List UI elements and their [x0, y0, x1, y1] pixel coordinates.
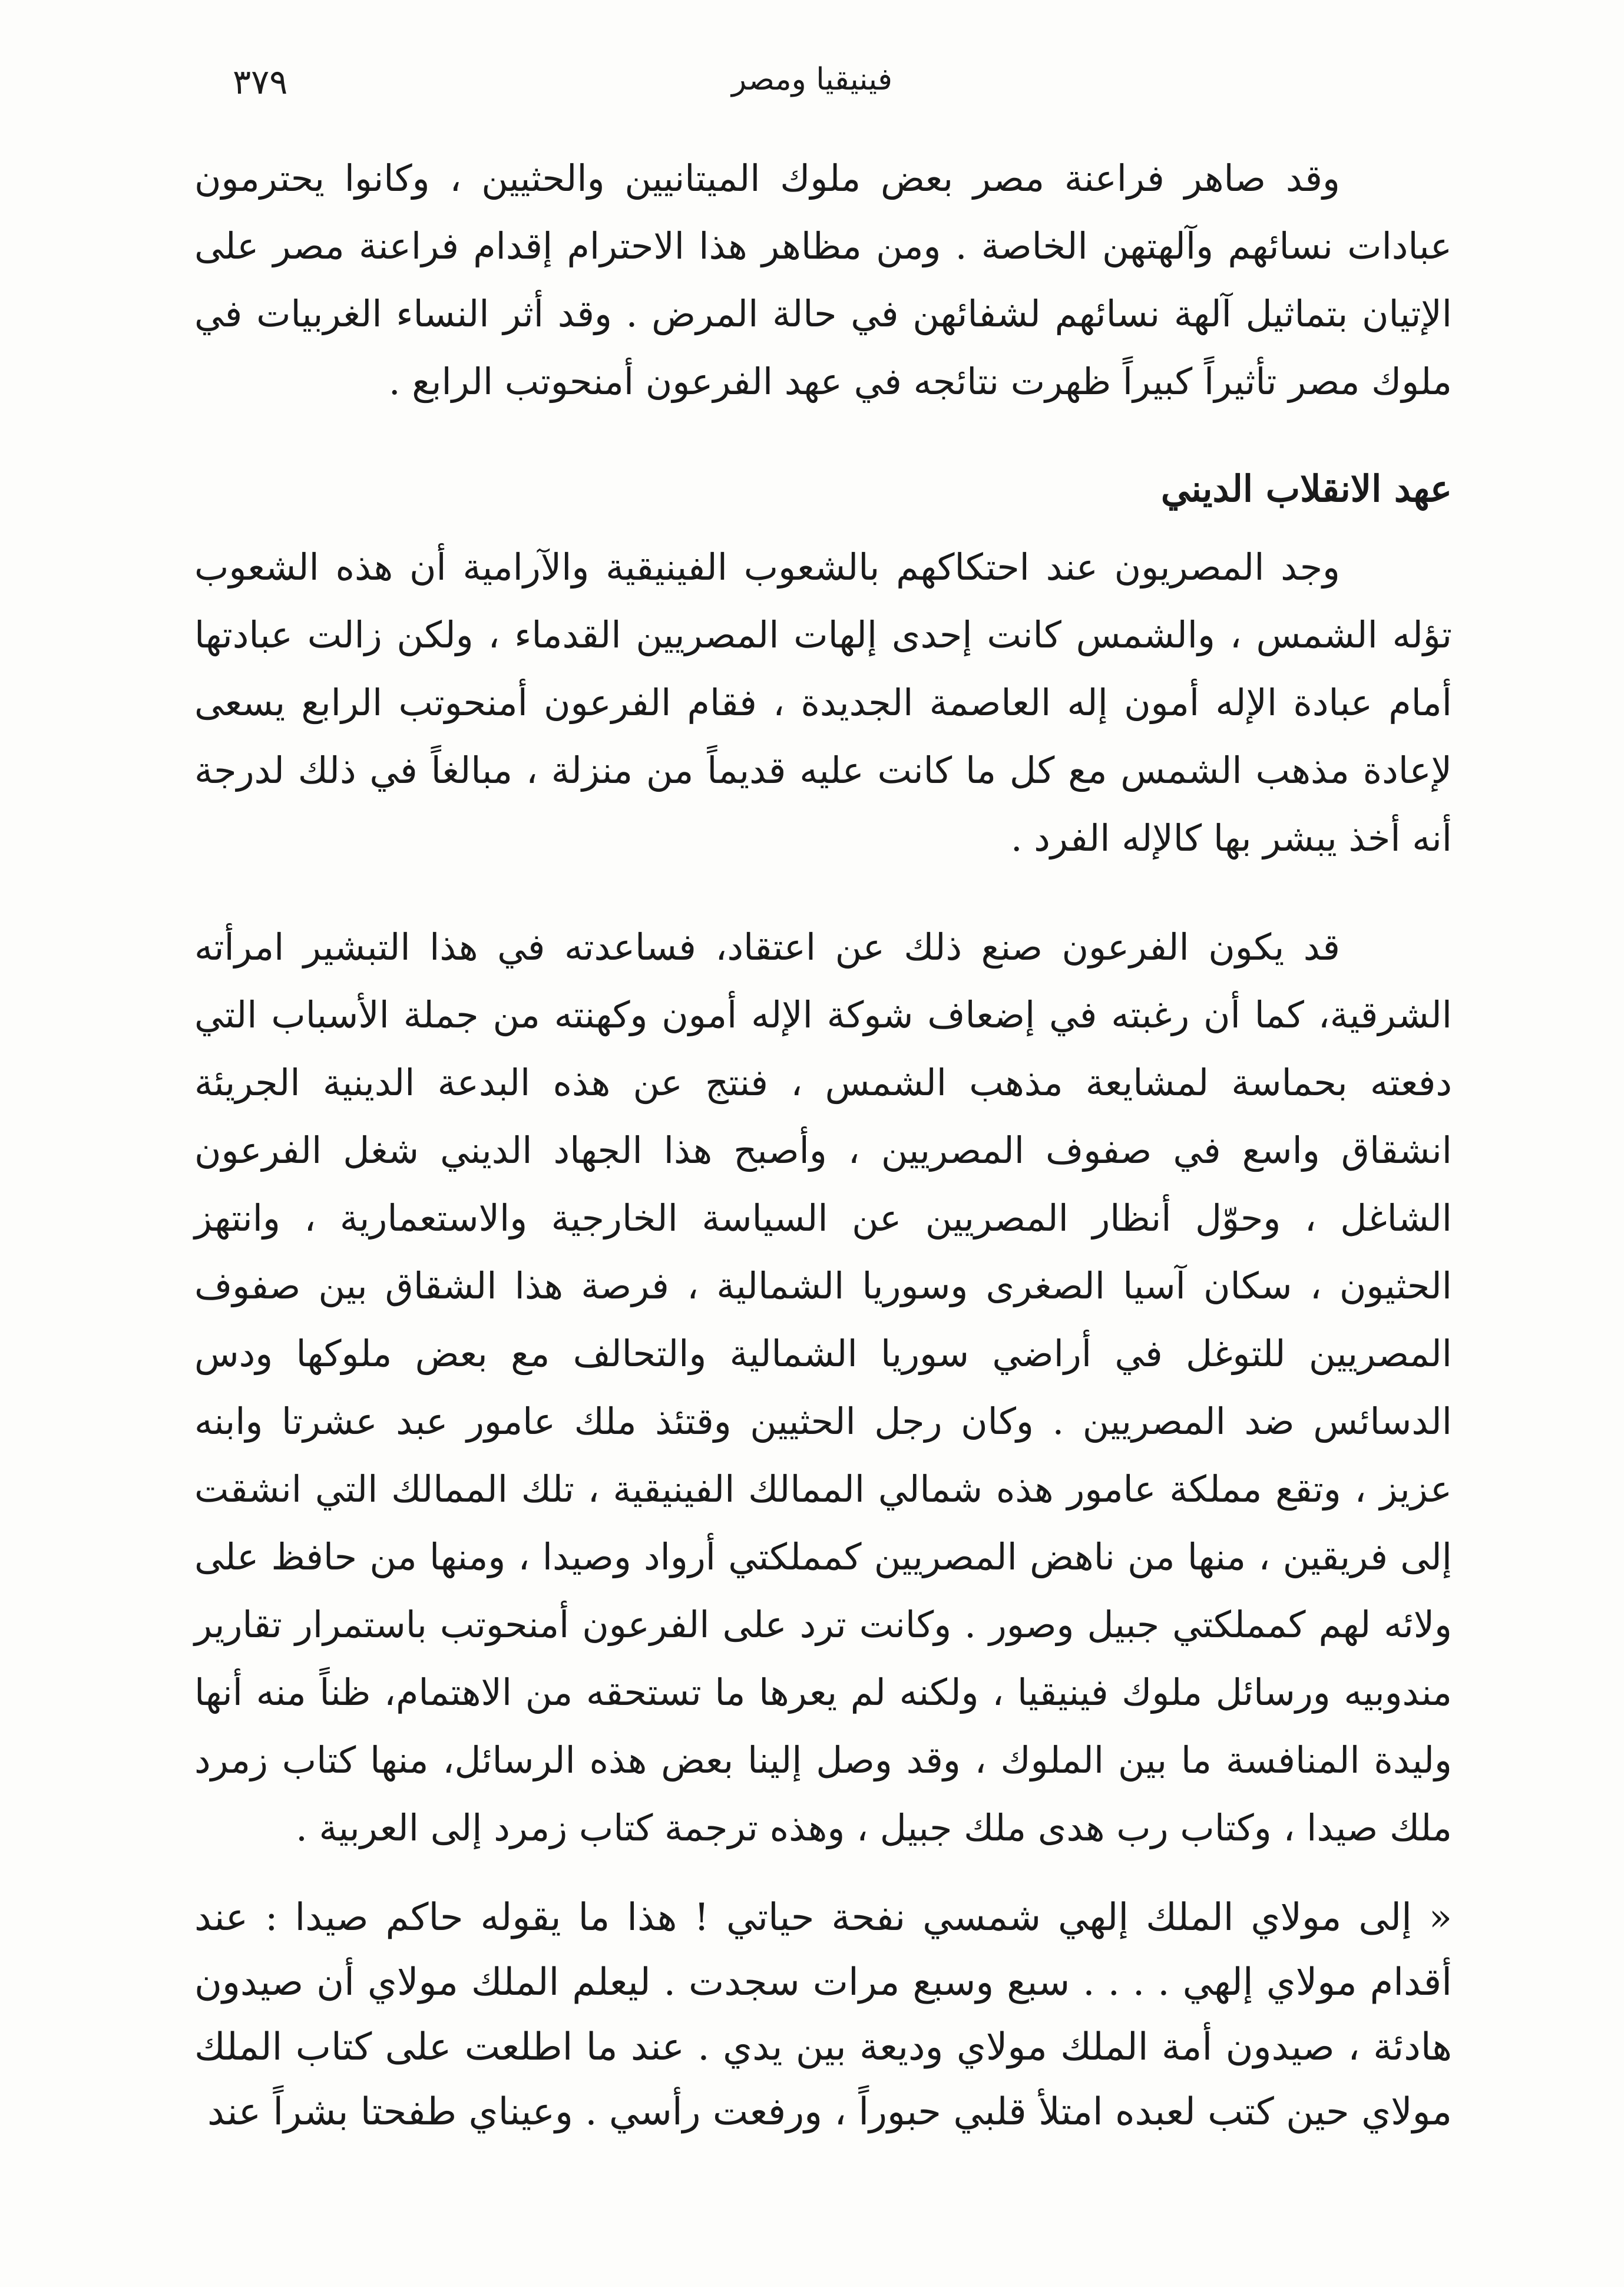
quoted-letter: « إلى مولاي الملك إلهي شمسي نفحة حياتي ! هذا ما يقوله حاكم صيدا : عند أقدام مولاي إلهي . . . . سبع وسبع مرات سجدت . ليعلم الملك مولاي أن صيدون هادئة ، صيدون أمة الملك مولاي وديعة بين يدي . عند ما اطلعت على كتاب الملك مولاي حين كتب لعبده امتلأ قلبي حبوراً ، ورفعت رأسي . وعيناي طفحتا بشراً عند	[194, 1896, 1452, 2134]
paragraph-sun-worship: وجد المصريون عند احتكاكهم بالشعوب الفينيقية والآرامية أن هذه الشعوب تؤله الشمس ، والشمس كانت إحدى إلهات المصريين القدماء ، ولكن زالت عبادتها أمام عبادة الإله أمون إله العاصمة الجديدة ، فقام الفرعون أمنحوتب الرابع يسعى لإعادة مذهب الشمس مع كل ما كانت عليه قديماً من منزلة ، مبالغاً في ذلك لدرجة أنه أخذ يبشر بها كالإله الفرد .	[194, 546, 1452, 860]
paragraph-religious-conflict: قد يكون الفرعون صنع ذلك عن اعتقاد، فساعدته في هذا التبشير امرأته الشرقية، كما أن رغبته في إضعاف شوكة الإله أمون وكهنته من جملة الأسباب التي دفعته بحماسة لمشايعة مذهب الشمس ، فنتج عن هذه البدعة الدينية الجريئة انشقاق واسع في صفوف المصريين ، وأصبح هذا الجهاد الديني شغل الفرعون الشاغل ، وحوّل أنظار المصريين عن السياسة الخارجية والاستعمارية ، وانتهز الحثيون ، سكان آسيا الصغرى وسوريا الشمالية ، فرصة هذا الشقاق بين صفوف المصريين للتوغل في أراضي سوريا الشمالية والتحالف مع بعض ملوكها ودس الدسائس ضد المصريين . وكان رجل الحثيين وقتئذ ملك عامور عبد عشرتا وابنه عزيز ، وتقع مملكة عامور هذه شمالي الممالك الفينيقية ، تلك الممالك التي انشقت إلى فريقين ، منها من ناهض المصريين كمملكتي أرواد وصيدا ، ومنها من حافظ على ولائه لهم كمملكتي جبيل وصور . وكانت ترد على الفرعون أمنحوتب باستمرار تقارير مندوبيه ورسائل ملوك فينيقيا ، ولكنه لم يعرها ما تستحقه من الاهتمام، ظناً منه أنها وليدة المنافسة ما بين الملوك ، وقد وصل إلينا بعض هذه الرسائل، منها كتاب زمرد ملك صيدا ، وكتاب رب هدى ملك جبيل ، وهذه ترجمة كتاب زمرد إلى العربية .	[194, 926, 1452, 1849]
page-number: ٣٧٩	[233, 62, 288, 102]
section-heading: عهد الانقلاب الديني	[1160, 467, 1452, 510]
body-text	[194, 144, 1452, 2144]
page-header	[0, 56, 1624, 121]
paragraph-intermarriage: وقد صاهر فراعنة مصر بعض ملوك الميتانيين والحثيين ، وكانوا يحترمون عبادات نسائهم وآلهتهن الخاصة . ومن مظاهر هذا الاحترام إقدام فراعنة مصر على الإتيان بتماثيل آلهة نسائهم لشفائهن في حالة المرض . وقد أثر النساء الغربيات في ملوك مصر تأثيراً كبيراً ظهرت نتائجه في عهد الفرعون أمنحوتب الرابع .	[194, 157, 1452, 403]
running-title: فينيقيا ومصر	[731, 62, 893, 97]
